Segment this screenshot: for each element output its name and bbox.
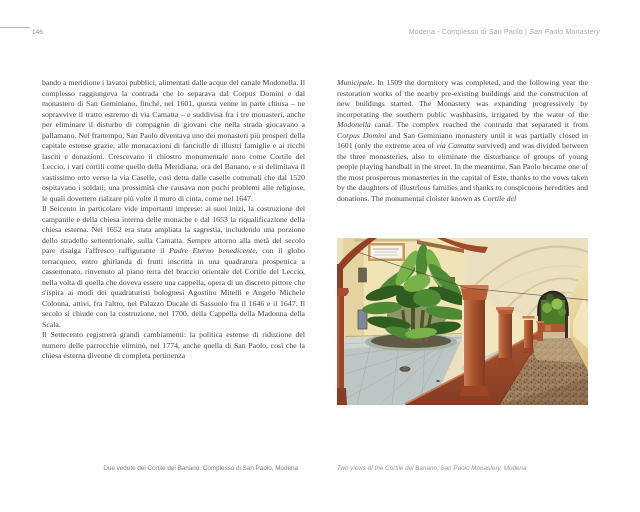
cloister-photo (337, 238, 588, 405)
cloister-photo-scene (337, 238, 588, 405)
paragraph: Il Seicento in particolare vide importanti imprese: ai suoi inizi, la costruzione del campanile e della chiesa interna delle monache e dal 1653 la riqualificazione della chiesa esterna. Nel 1652 era stata ampliata la sagrestia, includendo una porzione dello stradello settentrionale, sulla Camatta. Sempre attorno alla metà del secolo pare risalga l'affresco raffigurante il Padre Eterno benedicente, con il globo terracqueo, entro ghirlanda di frutti inscritta in una quadratura prospettica a cassettonato, rinvenuto al piano terra del braccio orientale del Cortile del Leccio, nella volta di quella che doveva essere una cappella, opera di un discreto pittore che s'ispira ai modi dei quadraturisti bolognesi Agostino Mitelli e Angelo Michele Colonna, attivi, fra l'altro, nel Palazzo Ducale di Sassuolo fra il 1646 e il 1647. Il secolo si chiude con la costruzione, nel 1700, della Cappella della Madonna della Scala. (42, 204, 305, 329)
running-head-regular: Modena - Complesso di San Paolo | (408, 29, 530, 36)
page-number-rule (0, 27, 30, 28)
running-head (409, 29, 600, 36)
caption-italian: Due vedute del Cortile del Banano, Complesso di San Paolo, Modena (103, 465, 298, 472)
page-number: 146 (32, 29, 43, 36)
text-column-italian (42, 78, 305, 362)
text-column-english (337, 78, 588, 204)
paragraph: Municipale. In 1509 the dormitory was completed, and the following year the restoration works of the nearby pre-existing buildings and the construction of new buildings started. The Monastery was expanding progressively by incorporating the southern public washbasins, irrigated by the water of the Modonella canal. The complex reached the contrada that separated it from Corpus Domini and San Geminiano monastery until it was partially closed in 1601 (only the extreme area of via Camatta survived) and was divided between the three monasteries, also to eliminate the disturbance of groups of young people playing handball in the street. In the meantime, San Paolo became one of the most prosperous monasteries in the capital of Este, thanks to the vows taken by the daughters of illustrious families and thanks to conspicuous heredities and donations. The monumental cloister known as Cortile del (337, 78, 588, 203)
running-head-italic: San Paolo Monastery (529, 29, 600, 36)
caption-english: Two views of the Cortile del Banano, San Paolo Monastery, Modena (337, 465, 527, 472)
paragraph: bando a meridione i lavatoi pubblici, alimentati dalle acque del canale Modonella. Il complesso raggiungeva la contrada che lo separava dal Corpus Domini e dal monastero di San Geminiano, finché, nel 1601, questa venne in parte chiusa – ne sopravvive il tratto estremo di via Camatta – e suddivisa fra i tre monasteri, anche per eliminare il disturbo di compagnie di giovani che nella strada giocavano a pallamano. Nel frattempo, San Paolo diventava uno dei monasteri più prosperi della capitale estense grazie, alle monacazioni di fanciulle di illustri famiglie e ai ricchi lasciti e donazioni. Crescevano il chiostro monumentale noto come Cortile del Leccio, i vari cortili come quello della Meridiana, ora del Banano, e si delimitava il vastissimo orto verso la via Caselle, così detta dalle caselle comunali che dal 1520 ospitavano i soldati; una prossimità che causava non pochi problemi alle religiose, le quali dovettero rialzare più volte il muro di cinta, come nel 1647. (42, 78, 305, 203)
photo-wall-plaque (368, 243, 405, 261)
paragraph: Il Settecento registrerà grandi cambiamenti: la politica estense di riduzione del numero delle parrocchie eliminò, nel 1774, anche quella di San Paolo, così che la chiesa esterna divenne di completa pertinenza (42, 330, 305, 360)
